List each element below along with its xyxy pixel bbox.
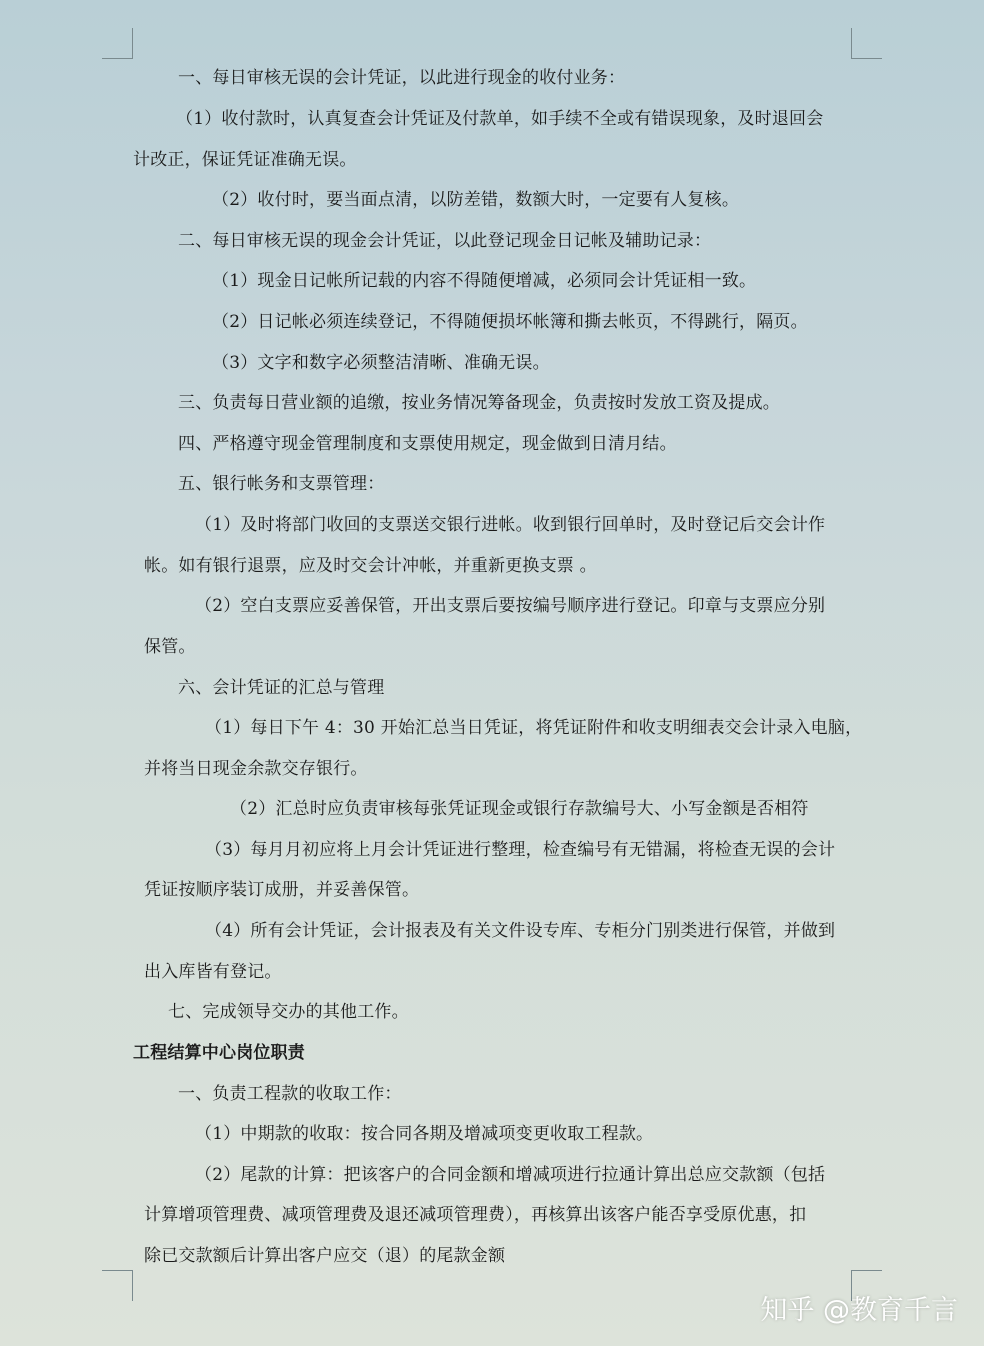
- section-heading-6: 六、会计凭证的汇总与管理: [178, 678, 385, 698]
- crop-mark-bottom-left: [102, 1270, 133, 1301]
- section-heading-5: 五、银行帐务和支票管理：: [178, 474, 385, 494]
- paragraph-line: （2）尾款的计算：把该客户的合同金额和增减项进行拉通计算出总应交款额（包括: [195, 1165, 826, 1185]
- paragraph-line: （1）现金日记帐所记载的内容不得随便增减，必须同会计凭证相一致。: [212, 271, 757, 291]
- crop-mark-top-right: [851, 28, 882, 59]
- paragraph-line: 凭证按顺序装订成册，并妥善保管。: [144, 880, 420, 900]
- paragraph-line: （1）每日下午 4：30 开始汇总当日凭证，将凭证附件和收支明细表交会计录入电脑，: [205, 718, 863, 738]
- paragraph-line: （2）汇总时应负责审核每张凭证现金或银行存款编号大、小写金额是否相符: [230, 799, 809, 819]
- paragraph-line: 计改正，保证凭证准确无误。: [133, 150, 357, 170]
- paragraph-line: 出入库皆有登记。: [144, 962, 282, 982]
- section-heading-4: 四、严格遵守现金管理制度和支票使用规定，现金做到日清月结。: [178, 434, 677, 454]
- document-subtitle: 工程结算中心岗位职责: [133, 1043, 305, 1063]
- paragraph-line: （3）每月月初应将上月会计凭证进行整理，检查编号有无错漏，将检查无误的会计: [205, 840, 836, 860]
- paragraph-line: 计算增项管理费、减项管理费及退还减项管理费），再核算出该客户能否享受原优惠，扣: [144, 1205, 807, 1225]
- paragraph-line: 保管。: [144, 637, 196, 657]
- section-heading-2: 二、每日审核无误的现金会计凭证，以此登记现金日记帐及辅助记录：: [178, 231, 712, 251]
- paragraph-line: （1）及时将部门收回的支票送交银行进帐。收到银行回单时，及时登记后交会计作: [195, 515, 826, 535]
- paragraph-line: 帐。如有银行退票，应及时交会计冲帐，并重新更换支票 。: [144, 556, 597, 576]
- paragraph-line: （1）收付款时，认真复查会计凭证及付款单，如手续不全或有错误现象，及时退回会: [176, 109, 824, 129]
- paragraph-line: （2）日记帐必须连续登记，不得随便损坏帐簿和撕去帐页，不得跳行，隔页。: [212, 312, 808, 332]
- paragraph-line: （3）文字和数字必须整洁清晰、准确无误。: [212, 353, 550, 373]
- paragraph-line: （2）收付时，要当面点清，以防差错，数额大时，一定要有人复核。: [212, 190, 740, 210]
- paragraph-line: 除已交款额后计算出客户应交（退）的尾款金额: [144, 1246, 506, 1266]
- paragraph-line: （2）空白支票应妥善保管，开出支票后要按编号顺序进行登记。印章与支票应分别: [195, 596, 826, 616]
- section-heading-1: 一、每日审核无误的会计凭证，以此进行现金的收付业务：: [178, 68, 626, 88]
- crop-mark-top-left: [102, 28, 133, 59]
- section-heading-3: 三、负责每日营业额的追缴，按业务情况筹备现金，负责按时发放工资及提成。: [178, 393, 780, 413]
- paragraph-line: （1）中期款的收取：按合同各期及增减项变更收取工程款。: [195, 1124, 654, 1144]
- paragraph-line: 并将当日现金余款交存银行。: [144, 759, 368, 779]
- paragraph-line: （4）所有会计凭证，会计报表及有关文件设专库、专柜分门别类进行保管，并做到: [205, 921, 836, 941]
- watermark: 知乎 @教育千言: [760, 1295, 958, 1326]
- section-heading-1b: 一、负责工程款的收取工作：: [178, 1084, 402, 1104]
- section-heading-7: 七、完成领导交办的其他工作。: [168, 1002, 409, 1022]
